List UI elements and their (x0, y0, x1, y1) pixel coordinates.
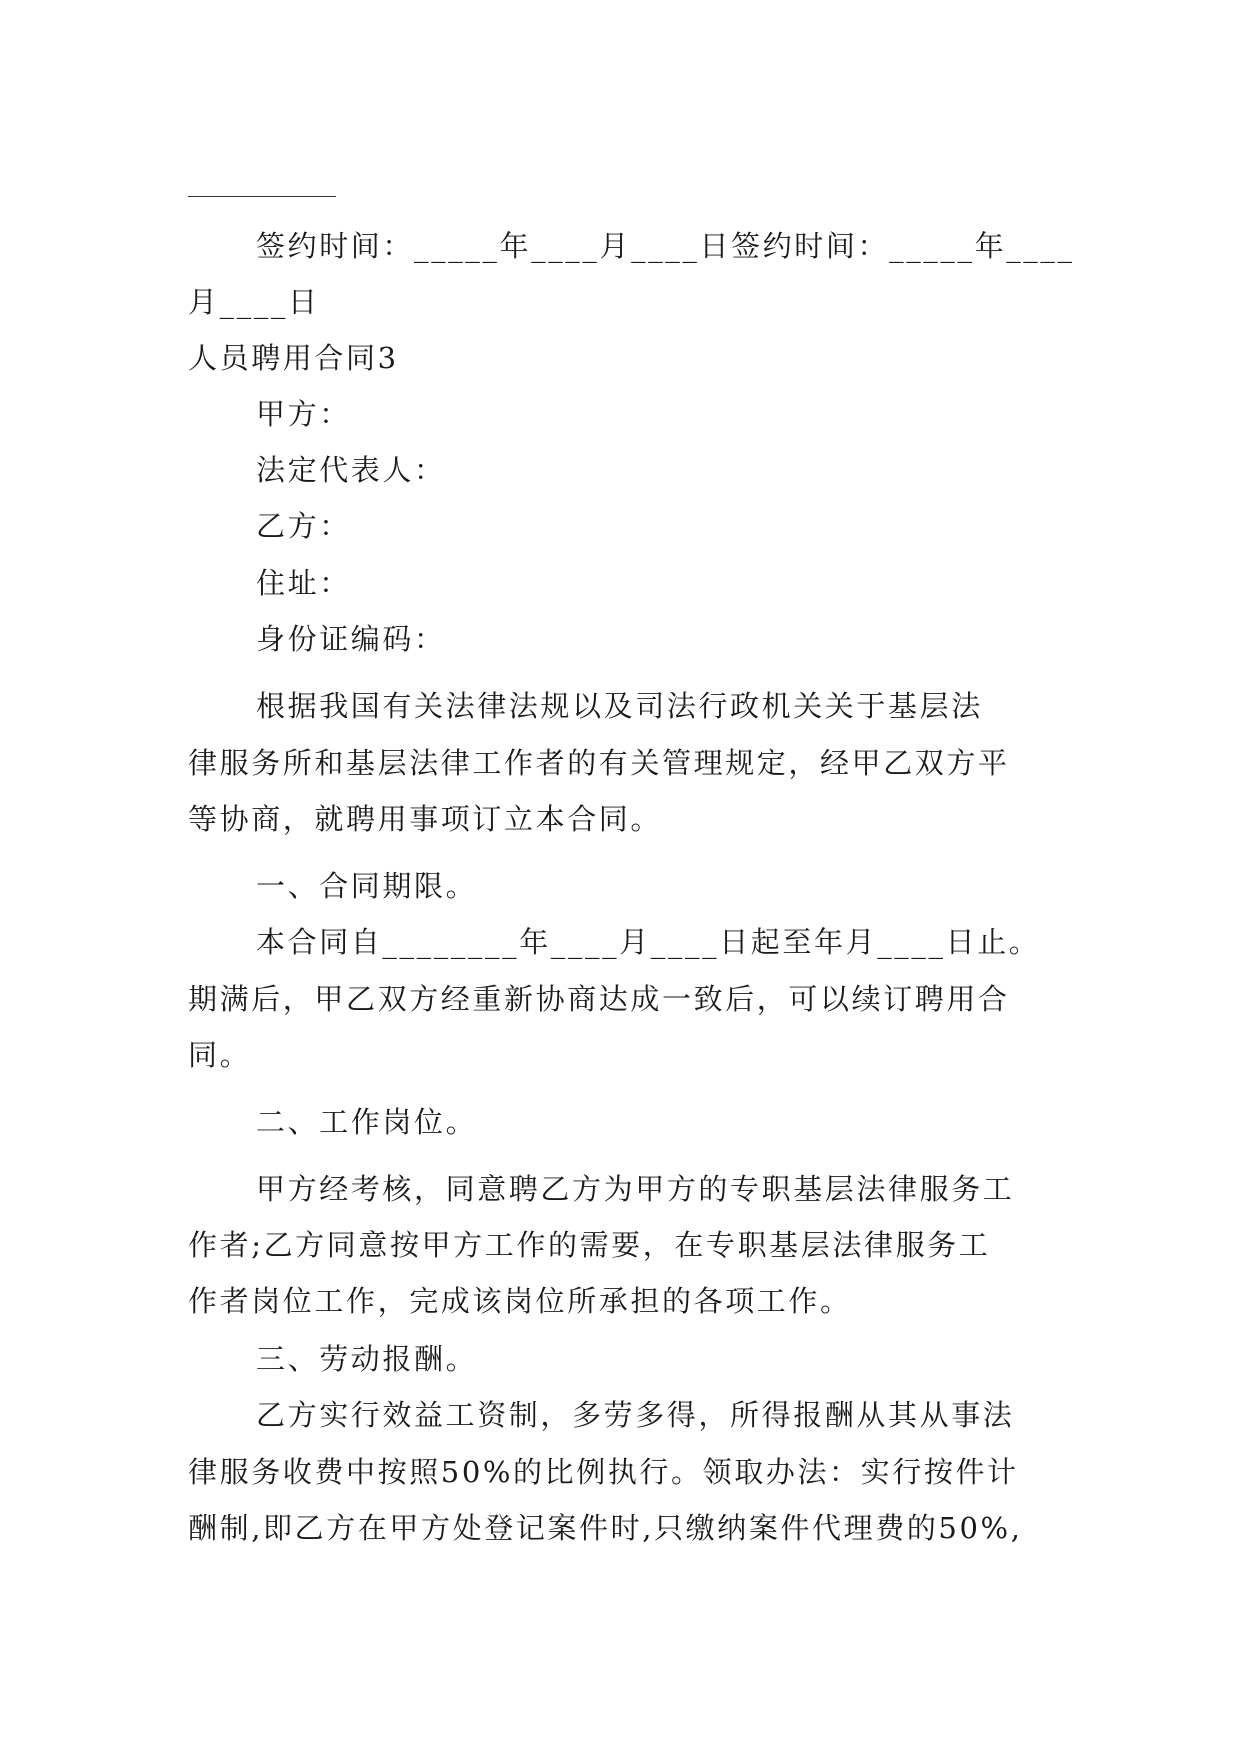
contract-title: 人员聘用合同3 (188, 341, 399, 375)
signature-blank-rule (188, 196, 336, 197)
section-1-heading: 一、合同期限。 (256, 869, 478, 903)
address-label: 住址： (256, 566, 351, 600)
id-number-label: 身份证编码： (256, 622, 446, 656)
section-1-line-2: 期满后，甲乙双方经重新协商达成一致后，可以续订聘用合 (188, 982, 1010, 1016)
party-a-label: 甲方： (256, 397, 351, 431)
section-3-heading: 三、劳动报酬。 (256, 1342, 478, 1376)
section-3-line-1: 乙方实行效益工资制，多劳多得，所得报酬从其从事法 (256, 1398, 1015, 1432)
section-2-line-2: 作者;乙方同意按甲方工作的需要，在专职基层法律服务工 (188, 1228, 991, 1262)
section-3-line-3: 酬制,即乙方在甲方处登记案件时,只缴纳案件代理费的50%, (188, 1511, 1023, 1545)
section-2-line-3: 作者岗位工作，完成该岗位所承担的各项工作。 (188, 1284, 852, 1318)
section-1-line-1: 本合同自________年____月____日起至年月____日止。 (256, 925, 1041, 959)
preamble-line-2: 律服务所和基层法律工作者的有关管理规定，经甲乙双方平 (188, 746, 1010, 780)
section-3-line-2: 律服务收费中按照50%的比例执行。领取办法：实行按件计 (188, 1455, 1019, 1489)
preamble-line-3: 等协商，就聘用事项订立本合同。 (188, 802, 663, 836)
section-1-line-3: 同。 (188, 1038, 252, 1072)
signing-date-line-continued: 月____日 (188, 285, 320, 319)
preamble-line-1: 根据我国有关法律法规以及司法行政机关关于基层法 (256, 689, 983, 723)
party-b-label: 乙方： (256, 509, 351, 543)
section-2-heading: 二、工作岗位。 (256, 1105, 478, 1139)
legal-representative-label: 法定代表人： (256, 453, 446, 487)
section-2-line-1: 甲方经考核，同意聘乙方为甲方的专职基层法律服务工 (256, 1172, 1015, 1206)
signing-date-line: 签约时间：_____年____月____日签约时间：_____年____ (256, 229, 1075, 263)
